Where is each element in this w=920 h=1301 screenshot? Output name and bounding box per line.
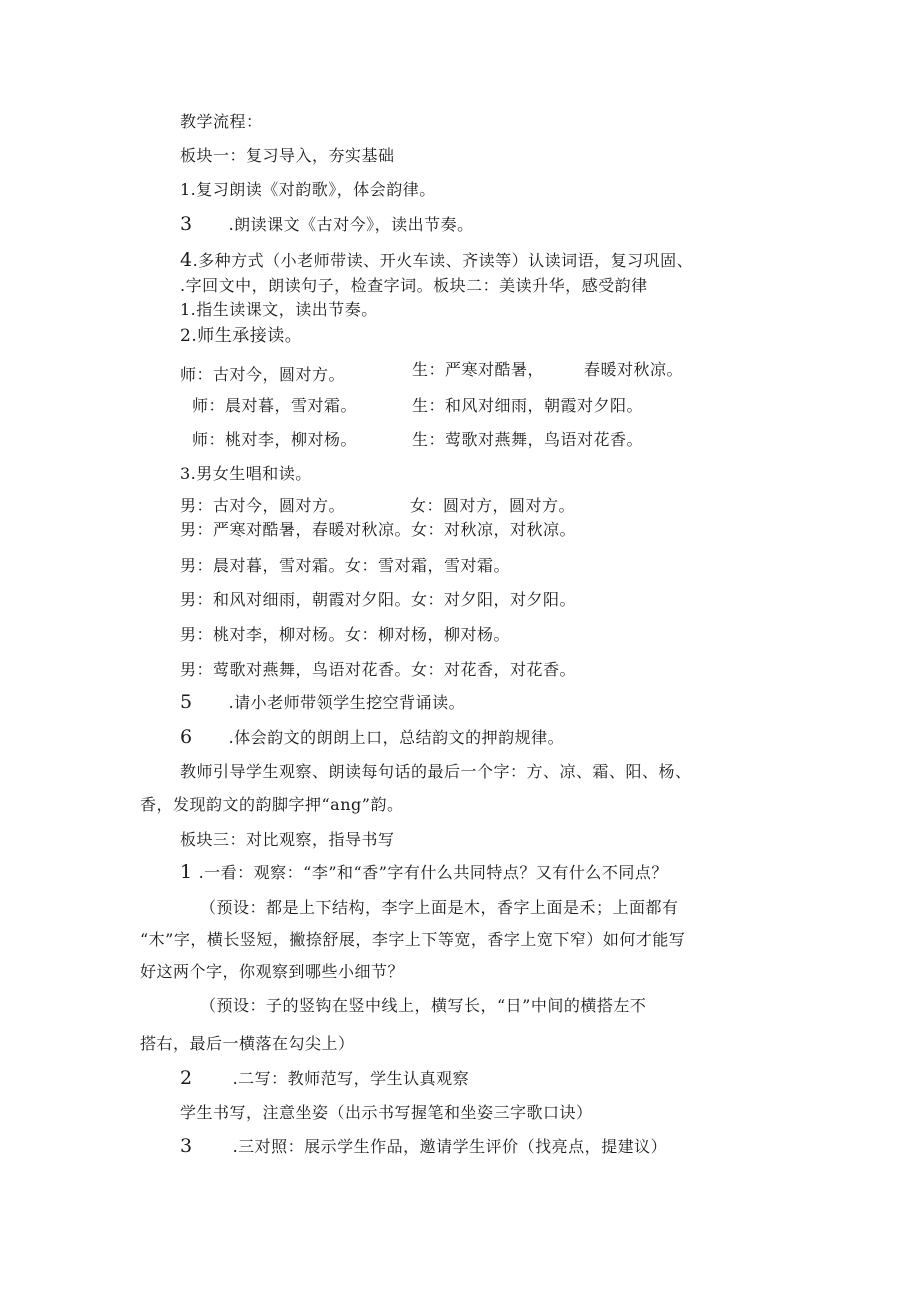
- s1-item-4: [180, 250, 693, 271]
- s3-preset-2-line-1: （预设：子的竖钩在竖中线上，横写长，“日”中间的横搭左不: [200, 996, 647, 1015]
- section-3-heading: 板块三：对比观察，指导书写: [180, 830, 395, 849]
- dialog-student-2: 生：和风对细雨，朝霞对夕阳。: [412, 396, 644, 415]
- duet-line-1-male: 男：古对今，圆对方。: [180, 496, 346, 515]
- s3-preset-1-line-1: （预设：都是上下结构，李字上面是木，香字上面是禾；上面都有: [200, 898, 679, 917]
- item-number: 5: [180, 691, 193, 713]
- item-number: 2: [180, 1067, 193, 1089]
- item-text: .二写：教师范写，学生认真观察: [232, 1069, 470, 1088]
- item-number: 3: [180, 213, 193, 235]
- item-number: 4: [180, 249, 193, 271]
- s2-item-2: 2.师生承接读。: [180, 326, 303, 346]
- item-text: .朗读课文《古对今》，读出节奏。: [228, 215, 474, 234]
- s2-guide-line-2: 香，发现韵文的韵脚字押“ang”韵。: [140, 795, 404, 814]
- s2-item-6: [180, 727, 564, 748]
- dialog-student-3: 生：莺歌对燕舞，鸟语对花香。: [412, 430, 644, 449]
- item-number: 6: [180, 726, 193, 748]
- dialog-student-1b: 春暖对秋凉。: [584, 360, 684, 379]
- item-text: .多种方式（小老师带读、开火车读、齐读等）认读词语，复习巩固、: [192, 251, 694, 270]
- section-1-heading: 板块一：复习导入，夯实基础: [180, 146, 395, 165]
- item-text: .一看：观察：“李”和“香”字有什么共同特点？又有什么不同点？: [198, 863, 668, 882]
- duet-line-3: 男：晨对暮，雪对霜。女：雪对霜，雪对霜。: [180, 556, 511, 575]
- item-text: .体会韵文的朗朗上口，总结韵文的押韵规律。: [228, 728, 565, 747]
- dialog-teacher-2: 师：晨对暮，雪对霜。: [192, 396, 358, 415]
- s1-item-3: [180, 214, 474, 235]
- s3-item-2-sub: 学生书写，注意坐姿（出示书写握笔和坐姿三字歌口诀）: [180, 1103, 593, 1122]
- s2-item-1: 1.指生读课文，读出节奏。: [180, 300, 378, 319]
- s3-preset-1-line-3: 好这两个字，你观察到哪些小细节？: [140, 962, 405, 981]
- dialog-teacher-1: 师：古对今，圆对方。: [180, 365, 346, 384]
- s3-item-2: [180, 1068, 469, 1089]
- s1-item-1: 1.复习朗读《对韵歌》，体会韵律。: [180, 180, 436, 199]
- s1-item-4-continued: .字回文中，朗读句子，检查字词。板块二：美读升华，感受韵律: [180, 276, 648, 295]
- s2-guide-line-1: 教师引导学生观察、朗读每句话的最后一个字：方、凉、霜、阳、杨、: [180, 762, 692, 781]
- item-text: .三对照：展示学生作品，邀请学生评价（找亮点，提建议）: [232, 1137, 668, 1156]
- duet-line-4: 男：和风对细雨，朝霞对夕阳。女：对夕阳，对夕阳。: [180, 590, 577, 609]
- s3-item-3: [180, 1136, 667, 1157]
- item-number: 1: [180, 861, 193, 883]
- dialog-student-1: 生：严寒对酷暑，: [412, 360, 545, 379]
- duet-line-2: 男：严寒对酷暑，春暖对秋凉。女：对秋凉，对秋凉。: [180, 520, 577, 539]
- s3-preset-2-line-2: 搭右，最后一横落在勾尖上）: [140, 1034, 355, 1053]
- item-number: 3: [180, 1135, 193, 1157]
- duet-line-6: 男：莺歌对燕舞，鸟语对花香。女：对花香，对花香。: [180, 660, 577, 679]
- page-title: 教学流程：: [180, 112, 263, 131]
- s3-preset-1-line-2: “木”字，横长竖短，撇捺舒展，李字上下等宽，香字上宽下窄）如何才能写: [140, 930, 686, 949]
- dialog-teacher-3: 师：桃对李，柳对杨。: [192, 430, 358, 449]
- duet-line-1-female: 女：圆对方，圆对方。: [410, 496, 576, 515]
- s3-item-1: [180, 862, 668, 883]
- s2-item-5: [180, 692, 465, 713]
- duet-line-5: 男：桃对李，柳对杨。女：柳对杨，柳对杨。: [180, 625, 511, 644]
- s2-item-3: 3.男女生唱和读。: [180, 464, 312, 483]
- item-text: .请小老师带领学生挖空背诵读。: [228, 693, 466, 712]
